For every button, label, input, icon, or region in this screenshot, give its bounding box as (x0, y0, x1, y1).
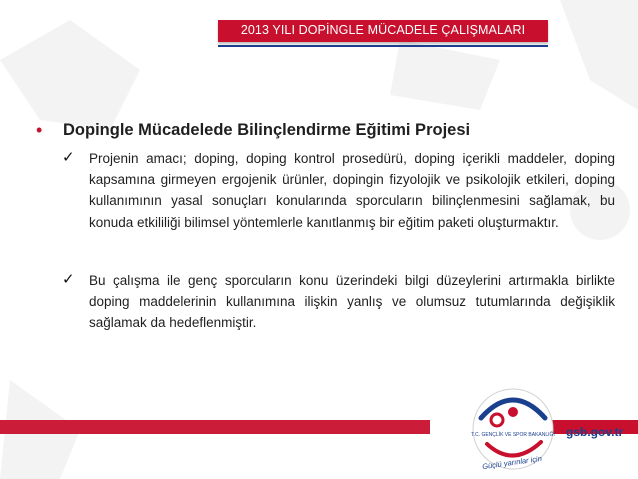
section-heading: Dopingle Mücadelede Bilinçlendirme Eğitimi Projesi (63, 121, 471, 139)
footer-website: gsb.gov.tr (566, 425, 624, 439)
checkmark-icon: ✓ (62, 271, 75, 288)
logo-text: T.C. GENÇLİK VE SPOR BAKANLIĞI (471, 432, 555, 438)
list-item-text: Projenin amacı; doping, doping kontrol prosedürü, doping içerikli maddeler, doping kapsamına girmeyen ergojenik ürünler, dopingin fizyolojik ve psikolojik etkileri, doping kullanımının yasal sonuçları konularında sporcuların bilinçlenmesini sağlamak, bu konuda etkililiği bilimsel yöntemlerle kanıtlanmış bir eğitim paketi oluşturmaktır. (89, 151, 615, 230)
header-title: 2013 YILI DOPİNGLE MÜCADELE ÇALIŞMALARI (240, 23, 526, 37)
list-item (62, 270, 615, 340)
checkmark-icon: ✓ (62, 149, 75, 166)
list-item (62, 148, 615, 258)
bullet-icon: • (36, 120, 43, 140)
footer-slogan: Güçlü yarınlar için (481, 453, 543, 472)
list-item-text: Bu çalışma ile genç sporcuların konu üzerindeki bilgi düzeylerini artırmakla birlikte doping maddelerinin kullanımına ilişkin yanlış ve olumsuz tutumlarında değişiklik sağlamak da hedeflenmiştir. (89, 273, 615, 331)
